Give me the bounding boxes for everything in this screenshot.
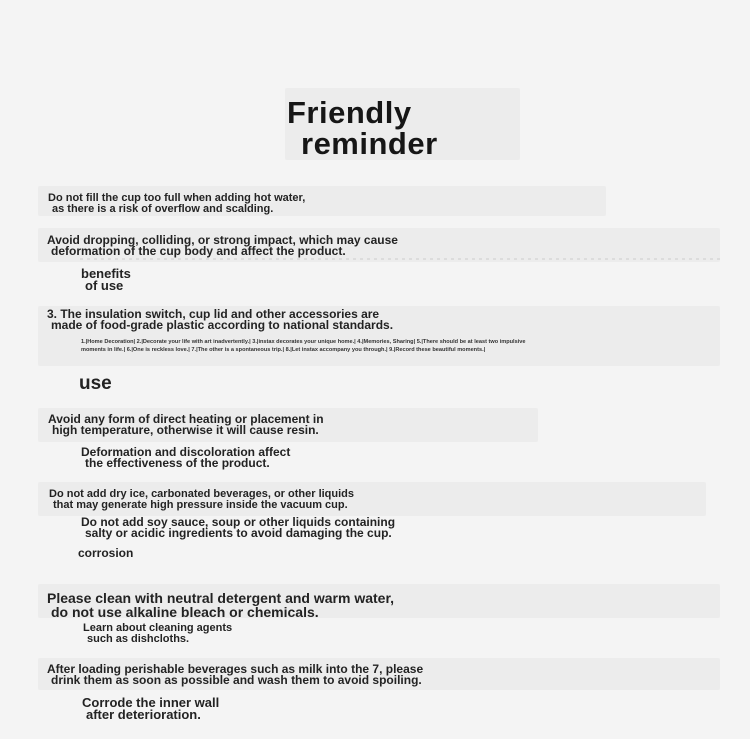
reminder-item-8 <box>81 517 395 539</box>
item-line-2: deformation of the cup body and affect the product. <box>51 244 346 258</box>
item-line-1: 3. The insulation switch, cup lid and other accessories are <box>47 307 380 321</box>
scan-noise-line <box>80 258 720 260</box>
reminder-item-1 <box>48 193 305 215</box>
item-line-2: do not use alkaline bleach or chemicals. <box>51 604 319 620</box>
item-line-1: corrosion <box>78 546 134 560</box>
item-line-2: salty or acidic ingredients to avoid damaging the cup. <box>85 526 392 540</box>
item-line-2: high temperature, otherwise it will cause resin. <box>52 423 319 437</box>
item-line-1: Avoid any form of direct heating or placement in <box>48 412 324 426</box>
item-line-1: Corrode the inner wall <box>82 695 220 710</box>
reminder-item-6 <box>81 447 290 469</box>
reminder-item-10 <box>47 591 394 619</box>
reminder-item-5 <box>48 414 324 436</box>
title-line-1: Friendly <box>287 95 412 130</box>
item-line-1: Do not add soy sauce, soup or other liquids containing <box>81 515 396 529</box>
reminder-item-13 <box>82 697 219 721</box>
item-line-1: Do not add dry ice, carbonated beverages, or other liquids <box>49 488 355 500</box>
item-line-1: Avoid dropping, colliding, or strong impact, which may cause <box>47 233 398 247</box>
section-heading-use <box>79 374 112 394</box>
reminder-item-9 <box>78 548 133 559</box>
reminder-item-4 <box>47 309 393 331</box>
item-line-2: drink them as soon as possible and wash them to avoid spoiling. <box>51 673 422 687</box>
item-line-1: benefits <box>81 266 131 281</box>
item-line-1: use <box>79 373 112 394</box>
title-line-2: reminder <box>301 126 438 161</box>
item-line-2: after deterioration. <box>86 707 201 722</box>
reminder-item-7 <box>49 489 354 511</box>
fine-print-line-1: 1.|Home Decoration| 2.|Decorate your life with art inadvertently.| 3.|instax decorates your unique home.| 4.|Memories, Sharing| 5.|There should be at least two impulsive <box>81 339 526 345</box>
item-line-1: Deformation and discoloration affect <box>81 445 291 459</box>
reminder-item-12 <box>47 664 423 686</box>
item-line-2: that may generate high pressure inside the vacuum cup. <box>53 499 348 511</box>
item-line-2: as there is a risk of overflow and scalding. <box>52 203 274 215</box>
item-line-2: the effectiveness of the product. <box>85 456 270 470</box>
item-line-1: After loading perishable beverages such as milk into the 7, please <box>47 662 424 676</box>
item-line-2: of use <box>85 278 124 293</box>
item-line-1: Learn about cleaning agents <box>83 622 233 634</box>
item-line-2: such as dishcloths. <box>87 633 190 645</box>
reminder-item-11 <box>83 623 232 645</box>
reminder-item-2 <box>47 235 398 257</box>
item-line-1: Do not fill the cup too full when adding hot water, <box>48 192 306 204</box>
page-title <box>287 97 438 159</box>
fine-print <box>81 338 681 354</box>
reminder-item-3 <box>81 268 131 292</box>
item-line-1: Please clean with neutral detergent and warm water, <box>47 590 395 606</box>
item-line-2: made of food-grade plastic according to national standards. <box>51 318 394 332</box>
fine-print-line-2: moments in life.| 6.|One is reckless love.| 7.|The other is a spontaneous trip.| 8.|Let instax accompany you through.| 9.|Record these beautiful moments.| <box>81 347 486 353</box>
